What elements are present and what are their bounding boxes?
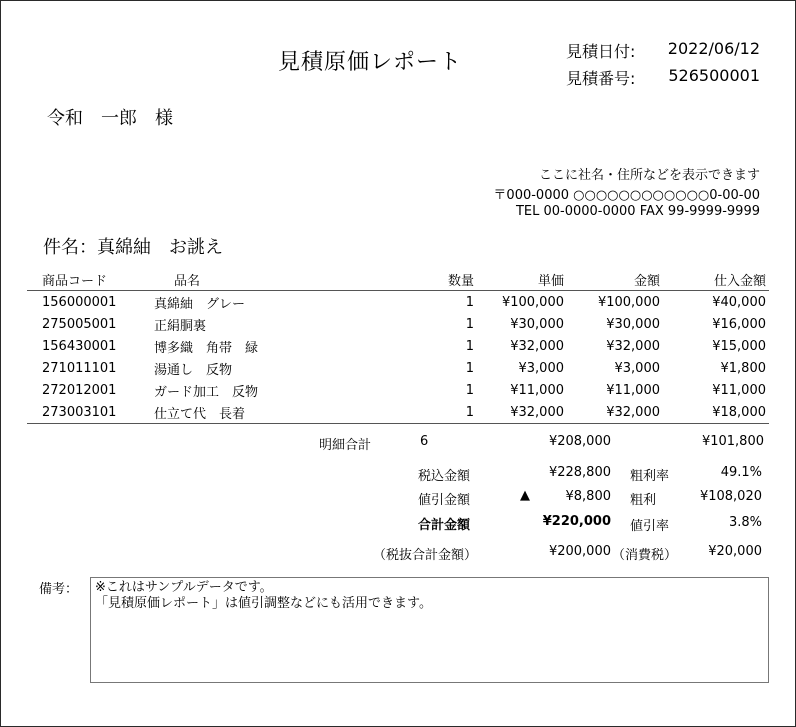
tax-included-label: 税込金額	[418, 469, 471, 484]
tax-included-value: ¥228,800	[548, 465, 611, 480]
subtotal-amount: ¥208,000	[548, 434, 611, 449]
cell-unit-price: ¥30,000	[510, 316, 564, 332]
remarks-line: ※これはサンプルデータです。	[95, 580, 273, 595]
cell-product-name: 博多織 角帯 緑	[154, 340, 259, 356]
cell-unit-price: ¥11,000	[510, 382, 564, 398]
cell-amount: ¥3,000	[614, 360, 660, 376]
cell-product-name: 湯通し 反物	[154, 362, 233, 378]
cell-quantity: 1	[465, 316, 474, 332]
tax-excluded-label: （税抜合計金額）	[373, 548, 478, 563]
cell-product-code: 271011101	[42, 360, 117, 376]
company-address: 〒000-0000 ○○○○○○○○○○○○0-00-00	[493, 188, 760, 203]
cell-product-name: 真綿紬 グレー	[154, 296, 246, 312]
cell-quantity: 1	[465, 360, 474, 376]
tax-excluded-value: ¥200,000	[548, 544, 611, 559]
header-amount: 金額	[564, 268, 660, 291]
remarks-line: 「見積原価レポート」は値引調整などにも活用できます。	[95, 596, 432, 611]
cell-quantity: 1	[465, 294, 474, 310]
discount-triangle-icon: ▲	[520, 488, 530, 503]
table-row	[27, 379, 769, 401]
subtotal-quantity: 6	[420, 434, 429, 449]
remarks-label: 備考：	[39, 582, 79, 597]
cell-product-code: 156430001	[42, 338, 117, 354]
cell-amount: ¥32,000	[606, 338, 660, 354]
gross-margin-rate-value: 49.1%	[720, 465, 762, 480]
table-row	[27, 335, 769, 357]
remarks-box	[90, 577, 769, 683]
cell-quantity: 1	[465, 382, 474, 398]
customer-name: 令和 一郎 様	[47, 108, 173, 129]
date-label: 見積日付:	[566, 42, 636, 61]
cell-cost-amount: ¥16,000	[712, 316, 766, 332]
cell-amount: ¥11,000	[606, 382, 660, 398]
cell-product-code: 272012001	[42, 382, 117, 398]
estimate-number-value: 526500001	[668, 66, 760, 85]
subtotal-cost: ¥101,800	[701, 434, 764, 449]
total-value: ¥220,000	[542, 514, 611, 529]
estimate-number-label: 見積番号:	[566, 69, 636, 88]
cell-quantity: 1	[424, 401, 474, 424]
header-product-name: 品名	[154, 268, 424, 291]
discount-value: ¥8,800	[565, 489, 611, 504]
cell-amount: ¥32,000	[564, 401, 660, 424]
subtotal-label: 明細合計	[319, 438, 372, 453]
subject: 件名：真綿紬 お誂え	[43, 237, 223, 258]
company-info-line1: ここに社名・住所などを表示できます	[538, 168, 760, 183]
company-contact: TEL 00-0000-0000 FAX 99-9999-9999	[515, 204, 760, 219]
items-table	[27, 268, 769, 424]
consumption-tax-label: （消費税）	[612, 548, 678, 563]
cell-unit-price: ¥3,000	[518, 360, 564, 376]
cell-unit-price: ¥100,000	[501, 294, 564, 310]
cell-cost-amount: ¥15,000	[712, 338, 766, 354]
cell-cost-amount: ¥18,000	[660, 401, 769, 424]
cell-cost-amount: ¥1,800	[720, 360, 766, 376]
table-header-row	[27, 268, 769, 291]
cell-product-name: 正絹胴裏	[154, 318, 207, 334]
cell-product-name: ガード加工 反物	[154, 384, 259, 400]
consumption-tax-value: ¥20,000	[708, 544, 762, 559]
header-quantity: 数量	[424, 268, 474, 291]
date-value: 2022/06/12	[667, 39, 760, 58]
cell-product-code: 273003101	[27, 401, 154, 424]
report-title: 見積原価レポート	[278, 50, 463, 75]
cell-unit-price: ¥32,000	[510, 338, 564, 354]
table-row	[27, 291, 769, 314]
cell-cost-amount: ¥11,000	[712, 382, 766, 398]
cell-product-code: 156000001	[42, 294, 117, 310]
cell-unit-price: ¥32,000	[474, 401, 564, 424]
table-row	[27, 401, 769, 424]
discount-rate-value: 3.8%	[728, 515, 762, 530]
cell-amount: ¥100,000	[597, 294, 660, 310]
table-row	[27, 313, 769, 335]
header-unit-price: 単価	[474, 268, 564, 291]
cell-quantity: 1	[465, 338, 474, 354]
cell-product-name: 仕立て代 長着	[154, 401, 424, 424]
header-cost-amount: 仕入金額	[660, 268, 769, 291]
gross-margin-rate-label: 粗利率	[630, 469, 670, 484]
discount-rate-label: 値引率	[630, 519, 670, 534]
cell-amount: ¥30,000	[606, 316, 660, 332]
total-label: 合計金額	[418, 518, 471, 533]
table-row	[27, 357, 769, 379]
cell-product-code: 275005001	[42, 316, 117, 332]
gross-profit-label: 粗利	[630, 493, 657, 508]
header-product-code: 商品コード	[27, 268, 154, 291]
gross-profit-value: ¥108,020	[699, 489, 762, 504]
cell-cost-amount: ¥40,000	[712, 294, 766, 310]
discount-label: 値引金額	[418, 493, 471, 508]
